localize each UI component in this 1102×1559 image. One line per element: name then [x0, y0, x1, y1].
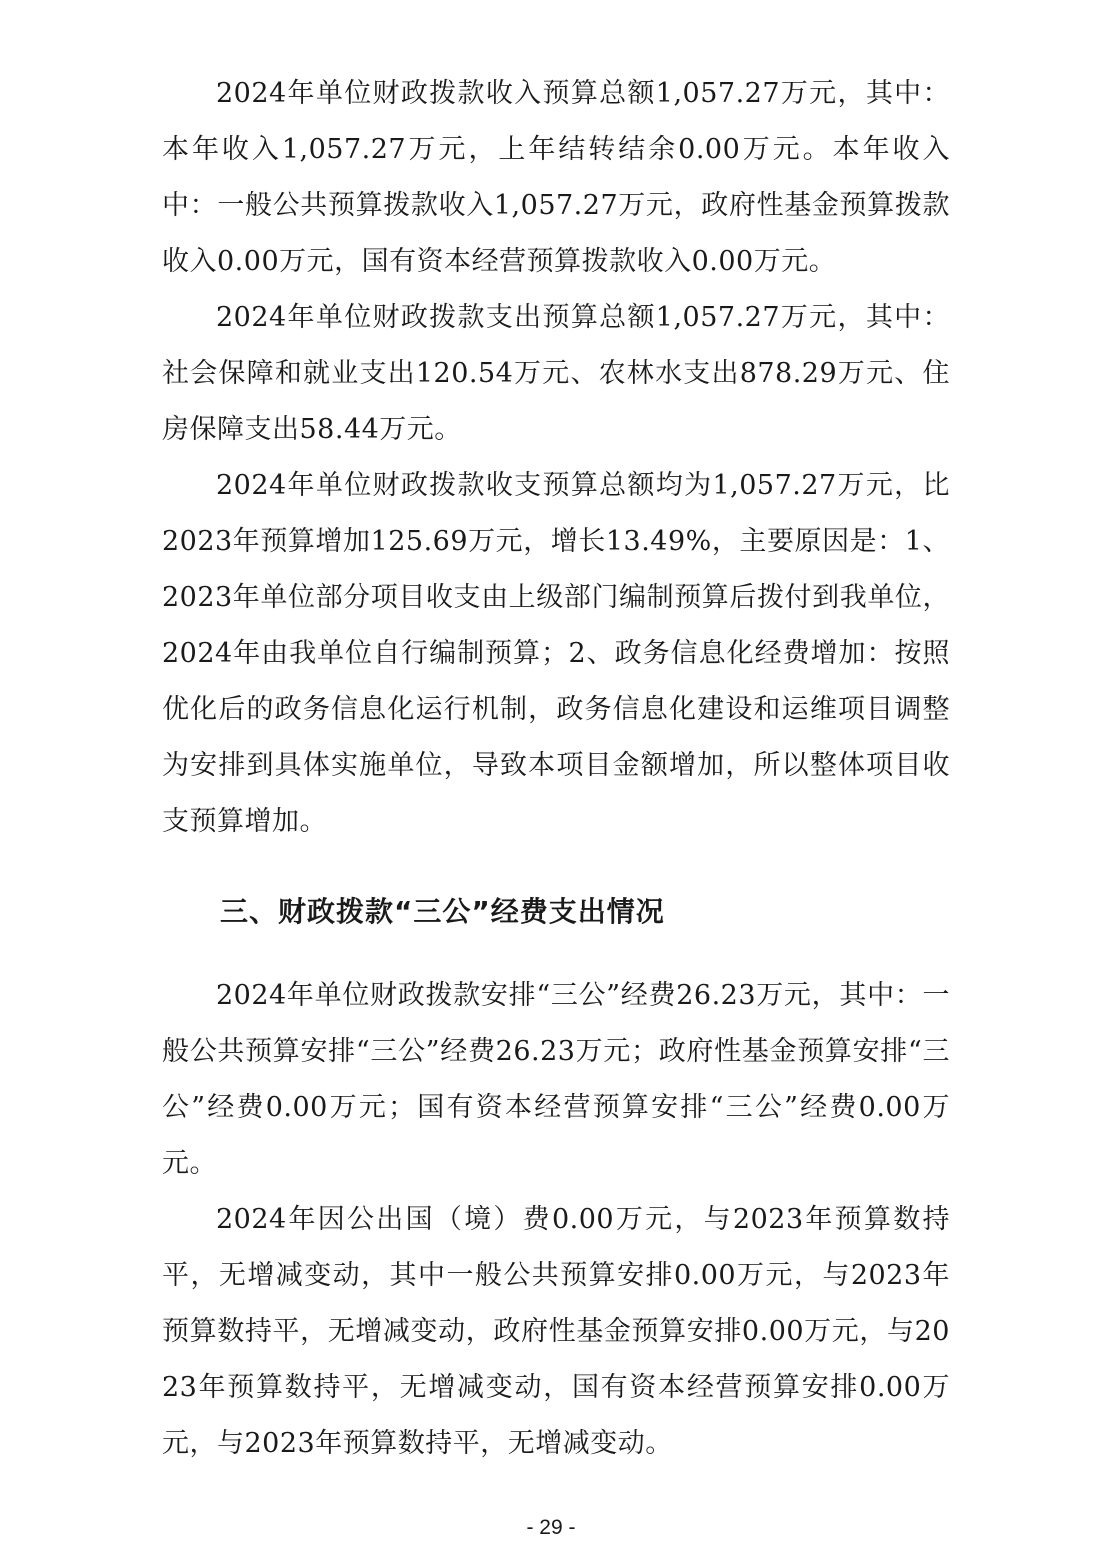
paragraph-three-public-funds: 2024年单位财政拨款安排“三公”经费26.23万元，其中：一般公共预算安排“三公”经费26.23万元；政府性基金预算安排“三公”经费0.00万元；国有资本经营预算安排“三公”经费0.00万元。 [162, 980, 950, 1179]
paragraph-revenue-budget: 2024年单位财政拨款收入预算总额1,057.27万元，其中：本年收入1,057.27万元，上年结转结余0.00万元。本年收入中：一般公共预算拨款收入1,057.27万元，政府性基金预算拨款收入0.00万元，国有资本经营预算拨款收入0.00万元。 [162, 78, 950, 277]
paragraph-budget-change: 2024年单位财政拨款收支预算总额均为1,057.27万元，比2023年预算增加125.69万元，增长13.49%，主要原因是：1、2023年单位部分项目收支由上级部门编制预算后拨付到我单位，2024年由我单位自行编制预算；2、政务信息化经费增加：按照优化后的政务信息化运行机制，政务信息化建设和运维项目调整为安排到具体实施单位，导致本项目金额增加，所以整体项目收支预算增加。 [162, 470, 950, 837]
document-body [162, 66, 950, 1472]
paragraph-overseas-travel: 2024年因公出国（境）费0.00万元，与2023年预算数持平，无增减变动，其中一般公共预算安排0.00万元，与2023年预算数持平，无增减变动，政府性基金预算安排0.00万元，与2023年预算数持平，无增减变动，国有资本经营预算安排0.00万元，与2023年预算数持平，无增减变动。 [162, 1204, 950, 1459]
page-number: - 29 - [526, 1516, 576, 1539]
section-heading: 三、财政拨款“三公”经费支出情况 [220, 895, 665, 928]
paragraph-expenditure-budget: 2024年单位财政拨款支出预算总额1,057.27万元，其中：社会保障和就业支出120.54万元、农林水支出878.29万元、住房保障支出58.44万元。 [162, 302, 950, 445]
